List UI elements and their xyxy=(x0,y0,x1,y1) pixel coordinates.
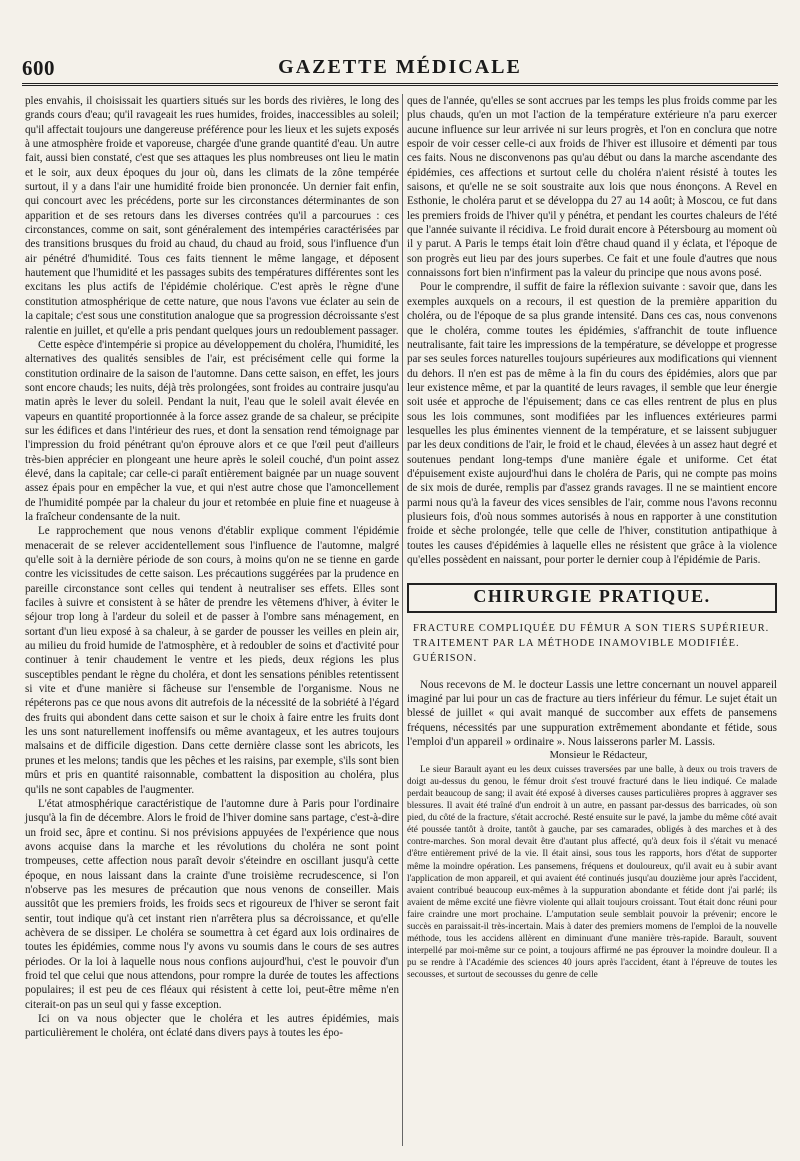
left-column xyxy=(25,94,399,1041)
article-heading xyxy=(407,621,777,666)
page-number: 600 xyxy=(22,56,55,80)
section-title: CHIRURGIE PRATIQUE. xyxy=(473,586,711,607)
letter-body xyxy=(407,764,777,982)
paragraph: ques de l'année, qu'elles se sont accrues par les temps les plus froids comme par les plus chauds, qu'en un mot l'action de la température extérieure n'a paru exercer aucune influence sur leur arrivée ni sur leurs progrès, et l'on en conclura que notre espoir de voir cesser celle-ci aux froids de l'hiver est illusoire et démenti par tous ces faits. Nous ne disconvenons pas qu'au début ou dans la marche ascendante des épidémies, ces affections et surtout celle du choléra n'aient résisté à toutes les saisons, et qu'elle ne se soit soustraite aux lois que nous énonçons. A Revel en Esthonie, le choléra parut et se développa du 27 au 14 août; à Moscou, ce fut dans les premiers froids de l'hiver qu'il y pénétra, et pendant les courtes chaleurs de l'été que l'année suivante il récidiva. Le froid durait encore à Pétersbourg au moment où il y parut. A Paris le temps était loin d'être chaud quand il y éclata, et l'époque de son progrès eut lieu par des jours superbes. Ce fait et une foule d'autres que nous connaissons fort bien n'infirment pas la valeur du principe que nous avons posé. xyxy=(407,95,777,280)
article-heading-line: TRAITEMENT PAR LA MÉTHODE INAMOVIBLE MODIFIÉE. xyxy=(413,637,740,649)
section-box xyxy=(407,583,777,612)
letter-paragraph: Le sieur Barault ayant eu les deux cuisses traversées par une balle, à deux ou trois travers de doigt au-dessus du genou, le fémur droit s'est trouvé fracturé dans le lieu indiqué. Ce malade perdait beaucoup de sang; il avait été exposé à diverses causes particulières propres à aggraver ses blessures. Il avait été traîné d'un endroit à un autre, en passant par-dessus des barricades, où son pied, du côté de la fracture, s'était accroché. Resté ensuite sur le pavé, la jambe du même côté avait été poussée tantôt à droite, tantôt à gauche, par ses camarades, obligés à des marches et à des contre-marches. Son moral devait être d'autant plus affecté, qu'à deux fois il s'était vu menacé d'être entièrement privé de la vie. Il était ainsi, sous tous les rapports, hors d'état de supporter même la moindre opération. Les pansemens, fréquens et douloureux, qu'il avait eu à subir avant l'application de mon appareil, et qui avaient été continués jusqu'au douzième jour après l'accident, avaient contribué beaucoup eux-mêmes à la suppuration abondante et fétide dont j'ai parlé; ils avaient de même excité une fièvre violente qui allait toujours croissant. Tout était donc réuni pour faire craindre une mort prochaine. L'amputation seule semblait pouvoir la prévenir; encore le succès en paraissait-il très-incertain. Mais à dater des premiers momens de l'emploi de la nouvelle méthode, tous les accidens allèrent en diminuant d'une manière très-rapide. Barault, souvent interpellé par moi-même sur ce point, a toujours affirmé ne pas éprouver la moindre douleur. Il a pu se rendre à l'Académie des sciences 40 jours après l'accident, étant à l'épreuve de toutes les secousses, et surtout de secousses du genre de celle xyxy=(407,764,777,981)
article-heading-line: FRACTURE COMPLIQUÉE DU FÉMUR A SON TIERS SUPÉRIEUR. xyxy=(413,622,770,634)
paragraph: Pour le comprendre, il suffit de faire la réflexion suivante : savoir que, dans les exemples auxquels on a recours, il est question de la première apparition du choléra, ou de l'époque de sa plus grande intensité. Dans ces cas, nous convenons que le choléra, comme toutes les épidémies, s'affranchit de toute influence neutralisante, fait taire les impressions de la température, se développe et progresse par ses seules forces naturelles toujours supérieures aux modifications qui viennent du dehors. Il n'en est pas de même à la fin du cours des épidémies, alors que par leur existence même, et par la quantité de leurs ravages, il semble que leur énergie soit usée et approche de l'épuisement; dans ce cas elles rentrent de plus en plus sous les lois communes, sont modifiées par les influences extérieures parmi lesquelles les plus éminentes viennent de la température, et se laissent subjuguer par les deux conditions de l'air, le froid et le chaud, élevées à un assez haut degré et soutenues pendant long-temps d'une manière égale et uniforme. Cet état d'épuisement existe aujourd'hui dans le choléra de Paris, qui ne compte pas moins de six mois de durée, remplis par d'assez grands ravages. Il ne se maintient encore parmi nous qu'à la faveur des vices sensibles de l'air, comme nous l'avons reconnu plusieurs fois, d'où nous sommes autorisés à nous en rapporter à une constitution froide et sèche prolongée, telle que celle de l'hiver, constitution antipathique à toutes les causes d'épidémies à laquelle elles ne résistent que grâce à la violence qu'elles possèdent en naissant, pour porter le dernier coup à l'épidémie de Paris. xyxy=(407,281,777,566)
column-divider xyxy=(402,94,403,1146)
right-column xyxy=(407,94,777,981)
page-header xyxy=(22,52,778,86)
paragraph: ples envahis, il choisissait les quartiers situés sur les bords des rivières, le long des grands cours d'eau; qu'il ravageait les rues humides, froides, inaccessibles au soleil; qu'il affectait toujours une dangereuse préférence pour les lieux et les sujets exposés à une atmosphère froide et vaporeuse, chargée d'une grande quantité d'eau. Un autre fait, aussi bien constaté, c'est que ses attaques les plus nombreuses ont lieu le matin et le soir, aux deux époques du jour où, dans les climats de la zône tempérée surtout, il y a dans l'air une humidité froide bien prononcée. Un dernier fait enfin, qui concourt avec les précédens, porte sur les circonstances déterminantes de son apparition et de ses retours dans les diverses contrées qu'il a parcourues : ces circonstances, comme on sait, sont généralement des intempéries caractérisées par des transitions brusques du froid au chaud, du chaud au froid, sous l'influence d'un air pénétré d'humidité. Tous ces faits tiennent le même langage, et déposent hautement que l'humidité et les passages subits des températures différentes sont les excitans les plus actifs de l'épidémie cholérique. C'est après le règne d'une constitution atmosphérique de cette nature, que nous l'avons vue éclater au sein de la capitale; c'est sous une constitution analogue que sa progression décroissante s'est ralentie en juillet, et qu'elle a pris pendant quelques jours un redoublement passager. xyxy=(25,95,399,337)
letter-salutation: Monsieur le Rédacteur, xyxy=(549,750,648,762)
journal-title: GAZETTE MÉDICALE xyxy=(278,56,522,78)
paragraph: Ici on va nous objecter que le choléra et les autres épidémies, mais particulièrement le choléra, ont éclaté dans divers pays à toutes les épo- xyxy=(25,1013,399,1040)
paragraph: Le rapprochement que nous venons d'établir explique comment l'épidémie menacerait de se relever accidentellement sous l'influence de l'automne, malgré qu'elle soit à la dernière période de son cours, à moins qu'on ne se tienne en garde contre les vicissitudes de cette saison. Les précautions suggérées par la prudence en pareille circonstance sont celles qui tendent à neutraliser ses effets. Elles sont faciles à suivre et consistent à se hâter de prendre les vêtemens d'hiver, à éviter le séjour trop long à l'ardeur du soleil et de passer à l'ombre sans ménagement, en sortant d'un lieu exposé à sa chaleur, à se garder de pousser les veilles en plein air, au milieu du froid humide de l'atmosphère, et à redoubler de soins et d'activité pour continuer à tenir chaudement le ventre et les pieds, deux régions les plus susceptibles pendant le règne du choléra, et dont les sensations pénibles retentissent si vite et d'une manière si fâcheuse sur l'ensemble de l'organisme. Nous ne répéterons pas ce que nous avons dit autrefois de la nécessité de la sobriété à l'égard des fruits qui abondent dans cette saison et sur le choix à faire entre les fruits dont les uns sont naturellement inoffensifs ou même avantageux, et les autres toujours malsains et de difficile digestion. Dans cette dernière classe sont les abricots, les prunes et les melons; tandis que les pêches et les raisins, par exemple, s'ils sont bien mûrs et pris en quantité raisonnable, combattent la disposition au choléra, plus qu'ils ne sont capables de l'augmenter. xyxy=(25,525,399,796)
paragraph: L'état atmosphérique caractéristique de l'automne dure à Paris pour l'ordinaire jusqu'à la fin de décembre. Alors le froid de l'hiver domine sans partage, c'est-à-dire un froid sec, âpre et continu. Si nos prévisions appuyées de l'expérience que nous avons acquise dans la marche et les révolutions du choléra ne sont point trompeuses, cette affection nous paraît devoir s'éteindre en oscillant jusqu'à cette époque, en nous laissant dans la crainte d'une troisième recrudescence, si l'on n'observe pas les mesures de précaution que nous venons de conseiller. Mais aussitôt que les premiers froids, les froids secs et rigoureux de l'hiver se seront fait sentir, tout indique qu'à cet instant rien n'arrêtera plus sa décroissance, et qu'elle achèvera de se dissiper. Le choléra se soumettra à cet égard aux lois ordinaires de toutes les épidémies, comme nous l'y avons vu soumis dans le cours de ses autres périodes. Or la loi à laquelle nous nous confions aujourd'hui, c'est le pouvoir d'un froid tel que celui que nous attendons, pour rompre la durée de toutes les affections populaires; il est peu de ces fléaux qui résistent à cette loi, peut-être même n'en citerait-on pas un seul qui y fasse exception. xyxy=(25,797,399,1011)
header-rule xyxy=(22,83,778,86)
article-intro: Nous recevons de M. le docteur Lassis une lettre concernant un nouvel appareil imaginé par lui pour un cas de fracture au tiers inférieur du fémur. Le sujet était un blessé de juillet « qui avait manqué de succomber aux effets de pansemens fréquens, nécessités par une suppuration extrêmement abondante et fétide, sous l'emploi d'un appareil » ordinaire ». Nous laisserons parler M. Lassis. xyxy=(407,678,777,749)
paragraph: Cette espèce d'intempérie si propice au développement du choléra, l'humidité, les alternatives des qualités sensibles de l'air, est précisément celle qui forme la constitution ordinaire de la saison de l'automne. Dans cette saison, en effet, les jours sont encore chauds; les nuits, déjà très prolongées, sont froides au contraire jusqu'au matin après le lever du soleil. Pendant la nuit, l'eau que le soleil avait élevée en vapeurs en quantité proportionnée à la force assez grande de sa chaleur, se précipite sur les édifices et dans l'intérieur des rues, et dont la sensation rend témoignage par l'impression du froid pénétrant qu'on éprouve alors et ce que l'œil peut d'ailleurs très-bien apprécier en plongeant une heure après le soleil couché, d'un point assez élevé, dans la capitale; car celle-ci paraît entièrement baignée par un nuage souvent assez épais pour en empêcher la vue, et qui n'est autre chose que l'amoncellement de l'humidité pompée par la chaleur du jour et retombée en pluie fine et nuageuse à la fraîcheur condensante de la nuit. xyxy=(25,338,399,523)
article-heading-line: GUÉRISON. xyxy=(413,652,478,664)
